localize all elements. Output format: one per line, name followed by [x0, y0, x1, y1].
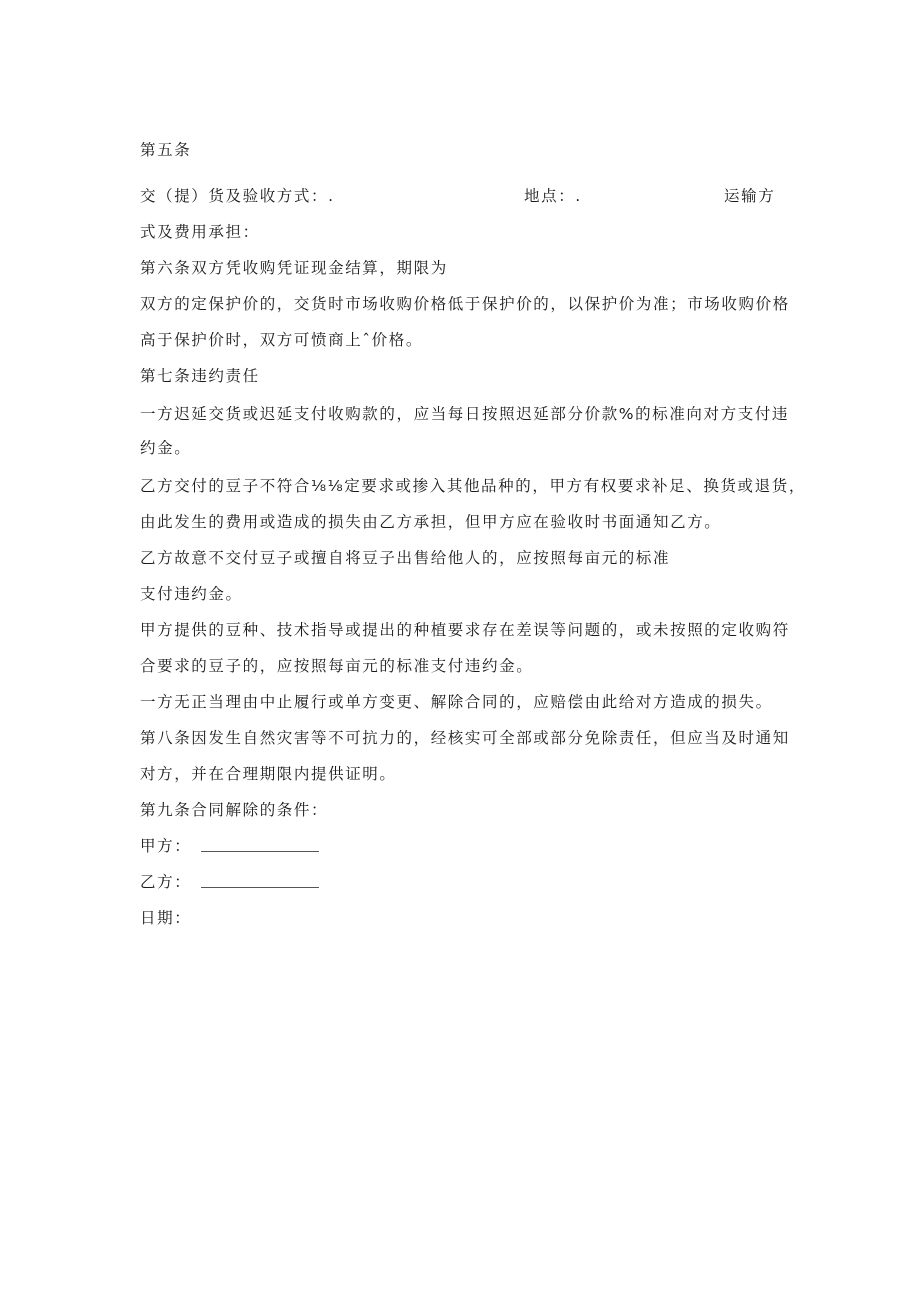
article5-heading: 第五条: [140, 141, 192, 159]
article7-p4-line1: 甲方提供的豆种、技术指导或提出的种植要求存在差误等问题的，或未按照的定收购符: [140, 621, 790, 639]
article7-p3-line1: 乙方故意不交付豆子或擅自将豆子出售给他人的，应按照每亩元的标准: [140, 549, 671, 567]
party-b-signature-line: [201, 886, 319, 888]
transport-label: 运输方: [724, 187, 776, 205]
delivery-method-label: 交（提）货及验收方式：.: [140, 187, 335, 205]
party-b-label: 乙方：: [140, 873, 192, 891]
article7-p2-line2: 由此发生的费用或造成的损失由乙方承担，但甲方应在验收时书面通知乙方。: [140, 513, 722, 531]
article8-line2: 对方，并在合理期限内提供证明。: [140, 765, 397, 783]
date-row: [140, 908, 191, 928]
article6-line2: 双方的定保护价的，交货时市场收购价格低于保护价的，以保护价为准；市场收购价格: [140, 295, 790, 313]
article7-p1-line2: 约金。: [140, 439, 192, 457]
article8-line1: 第八条因发生自然灾害等不可抗力的，经核实可全部或部分免除责任，但应当及时通知: [140, 729, 790, 747]
article7-heading: 第七条违约责任: [140, 367, 260, 385]
party-a-row: [140, 836, 319, 856]
article7-p2-line1: 乙方交付的豆子不符合⅛⅛定要求或掺入其他品种的，甲方有权要求补足、换货或退货，: [140, 477, 806, 495]
article9-line1: 第九条合同解除的条件：: [140, 801, 329, 819]
article6-line1: 第六条双方凭收购凭证现金结算，期限为: [140, 259, 448, 277]
article5-line2: 式及费用承担：: [140, 223, 260, 241]
date-label: 日期：: [140, 909, 192, 927]
party-a-label: 甲方：: [140, 837, 192, 855]
article5-line1: [140, 186, 780, 206]
article6-line3: 高于保护价时，双方可愤商上ˆ价格。: [140, 331, 423, 349]
party-a-signature-line: [201, 850, 319, 852]
article7-p4-line2: 合要求的豆子的，应按照每亩元的标准支付违约金。: [140, 657, 534, 675]
location-label: 地点：.: [524, 187, 582, 205]
article7-p1-line1: 一方迟延交货或迟延支付收购款的，应当每日按照迟延部分价款%的标准向对方支付违: [140, 405, 790, 423]
article7-p5-line1: 一方无正当理由中止履行或单方变更、解除合同的，应赔偿由此给对方造成的损失。: [140, 693, 773, 711]
article7-p3-line2: 支付违约金。: [140, 585, 243, 603]
party-b-row: [140, 872, 319, 892]
